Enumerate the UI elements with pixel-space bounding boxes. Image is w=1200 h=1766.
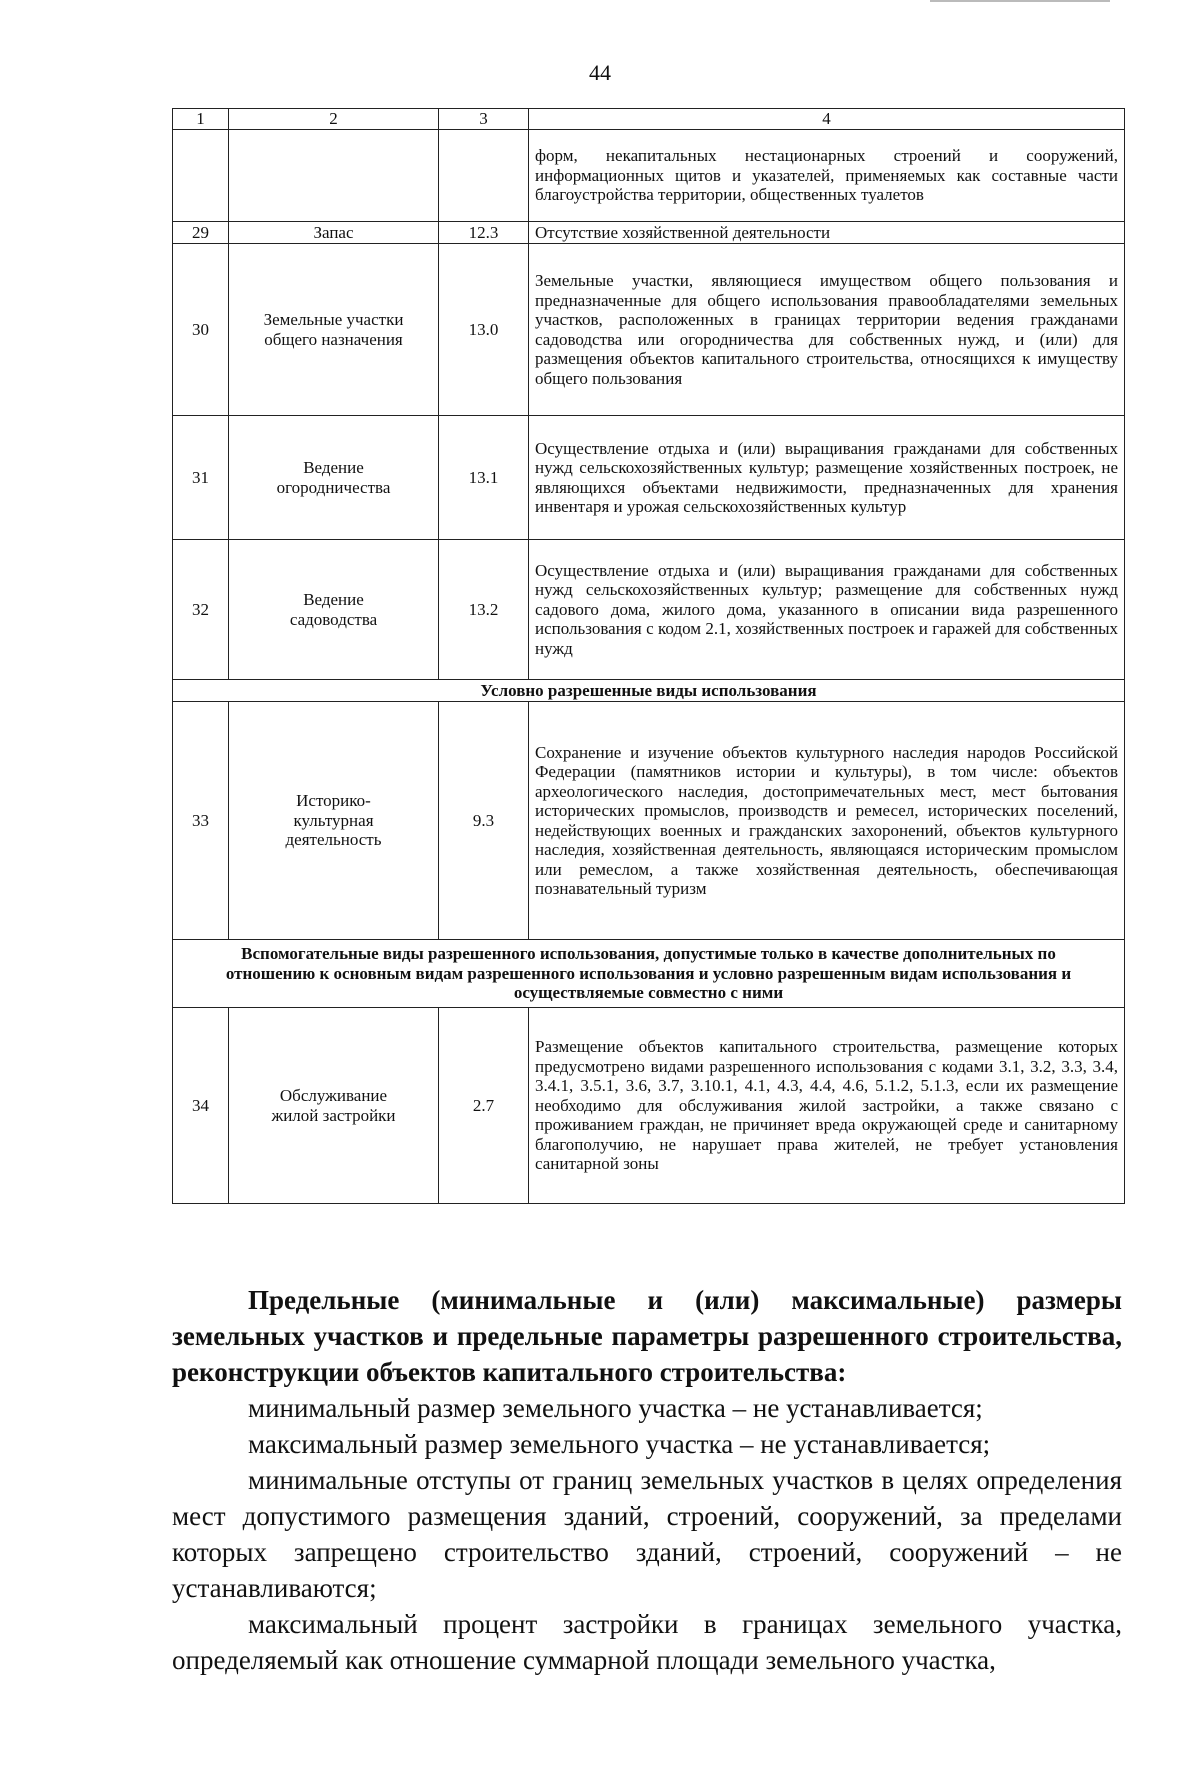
- header-col-2: 2: [229, 109, 439, 130]
- row-name: Историко- культурная деятельность: [229, 702, 439, 940]
- row-number: 33: [173, 702, 229, 940]
- table-row: [173, 130, 1125, 222]
- row-description: форм, некапитальных нестационарных строений и сооружений, информационных щитов и указателей, применяемых как составные части благоустройства территории, общественных туалетов: [529, 130, 1125, 222]
- row-description: Земельные участки, являющиеся имуществом общего пользования и предназначенные для общего использования правообладателями земельных участков, расположенных в границах территории ведения гражданами садоводства или огородничества для собственных нужд, и (или) для размещения объектов капитального строительства, относящихся к имуществу общего пользования: [529, 244, 1125, 416]
- row-number: 29: [173, 222, 229, 244]
- section-title-auxiliary: Вспомогательные виды разрешенного использования, допустимые только в качестве дополнительных по отношению к основным видам разрешенного использования и условно разрешенным видам использования и осуществляемые совместно с ними: [173, 940, 1125, 1008]
- table-row: [173, 416, 1125, 540]
- paragraph: максимальный процент застройки в границах земельного участка, определяемый как отношение суммарной площади земельного участка,: [172, 1609, 1122, 1675]
- table-row: [173, 222, 1125, 244]
- table-row: [173, 702, 1125, 940]
- row-name: [229, 130, 439, 222]
- row-number: 31: [173, 416, 229, 540]
- row-number: 30: [173, 244, 229, 416]
- row-description: Размещение объектов капитального строительства, размещение которых предусмотрено видами разрешенного использования с кодами 3.1, 3.2, 3.3, 3.4, 3.4.1, 3.5.1, 3.6, 3.7, 3.10.1, 4.1, 4.3, 4.4, 4.6, 5.1.2, 5.1.3, если их размещение необходимо для обслуживания жилой застройки, а также связано с проживанием граждан, не причиняет вреда окружающей среде и санитарному благополучию, не нарушает права жителей, не требует установления санитарной зоны: [529, 1008, 1125, 1204]
- scan-artifact-line: [930, 0, 1110, 2]
- row-code: 9.3: [439, 702, 529, 940]
- header-col-1: 1: [173, 109, 229, 130]
- paragraph: максимальный размер земельного участка – не устанавливается;: [248, 1429, 991, 1459]
- row-description: Отсутствие хозяйственной деятельности: [529, 222, 1125, 244]
- row-number: [173, 130, 229, 222]
- paragraph: минимальные отступы от границ земельных участков в целях определения мест допустимого размещения зданий, строений, сооружений, за пределами которых запрещено строительство зданий, строений, сооружений – не устанавливаются;: [172, 1465, 1122, 1603]
- row-number: 32: [173, 540, 229, 680]
- row-name: Ведение огородничества: [229, 416, 439, 540]
- row-name: Обслуживание жилой застройки: [229, 1008, 439, 1204]
- row-code: 13.1: [439, 416, 529, 540]
- table-header-row: [173, 109, 1125, 130]
- table-row: [173, 540, 1125, 680]
- row-description: Осуществление отдыха и (или) выращивания гражданами для собственных нужд сельскохозяйственных культур; размещение хозяйственных построек, не являющихся объектами недвижимости, предназначенных для хранения инвентаря и урожая сельскохозяйственных культур: [529, 416, 1125, 540]
- header-col-4: 4: [529, 109, 1125, 130]
- row-name: Земельные участки общего назначения: [229, 244, 439, 416]
- row-code: 13.2: [439, 540, 529, 680]
- section-title-conditional: Условно разрешенные виды использования: [173, 680, 1125, 702]
- row-description: Сохранение и изучение объектов культурного наследия народов Российской Федерации (памятников истории и культуры), в том числе: объектов археологического наследия, достопримечательных мест, мест бытования исторических промыслов, производств и ремесел, исторических поселений, недействующих военных и гражданских захоронений, объектов культурного наследия, хозяйственная деятельность, являющаяся историческим промыслом или ремеслом, а также хозяйственная деятельность, обеспечивающая познавательный туризм: [529, 702, 1125, 940]
- row-code: 13.0: [439, 244, 529, 416]
- section-row-conditional: [173, 680, 1125, 702]
- land-use-table: [172, 108, 1125, 1204]
- section-row-auxiliary: [173, 940, 1125, 1008]
- table-row: [173, 244, 1125, 416]
- page-number: 44: [589, 60, 611, 85]
- row-number: 34: [173, 1008, 229, 1204]
- row-code: 2.7: [439, 1008, 529, 1204]
- row-code: 12.3: [439, 222, 529, 244]
- row-name: Ведение садоводства: [229, 540, 439, 680]
- row-name: Запас: [229, 222, 439, 244]
- table-row: [173, 1008, 1125, 1204]
- row-description: Осуществление отдыха и (или) выращивания гражданами для собственных нужд сельскохозяйственных культур; размещение для собственных нужд садового дома, жилого дома, указанного в описании вида разрешенного использования с кодом 2.1, хозяйственных построек и гаражей для собственных нужд: [529, 540, 1125, 680]
- parameters-section: [172, 1282, 1122, 1678]
- parameters-heading: Предельные (минимальные и (или) максимальные) размеры земельных участков и предельные параметры разрешенного строительства, реконструкции объектов капитального строительства:: [172, 1285, 1122, 1387]
- row-code: [439, 130, 529, 222]
- paragraph: минимальный размер земельного участка – не устанавливается;: [248, 1393, 983, 1423]
- header-col-3: 3: [439, 109, 529, 130]
